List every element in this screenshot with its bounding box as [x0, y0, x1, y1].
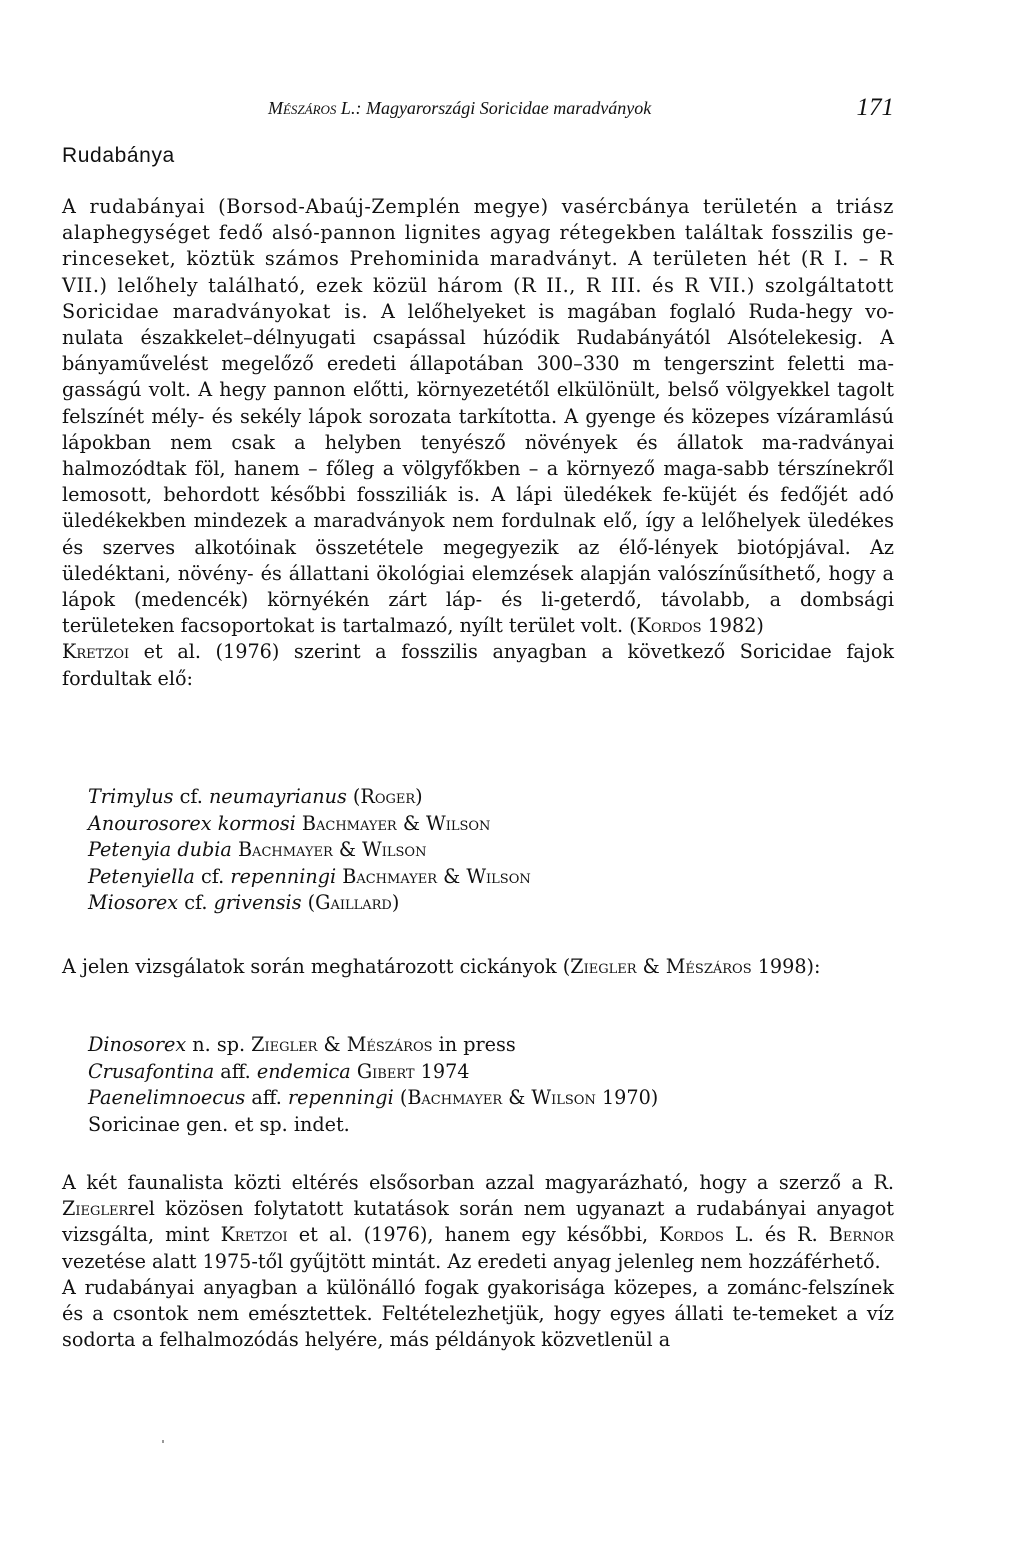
paragraph-3-year: 1998): [751, 955, 821, 978]
genus: Petenyia [88, 838, 172, 861]
paragraph-2-author: Kretzoi [62, 640, 130, 664]
paragraph-1-text-b: A lelőhelyeket is magában foglaló Ruda-hegy vo-nulata északkelet–délnyugati csapással húzódik Rudabányától Alsótelekesig. A bányaművelést megelőző eredeti állapotában 300–330 m tengerszint feletti ma-gasságú volt. A hegy pannon előtti, környezetétől elkülönült, belső völgyekkel tagolt felszínét mély- és sekély lápok sorozata tarkította. A gyenge és közepes vízáramlású lápokban nem csak a helyben tenyésző növények és állatok ma-radványai halmozódtak föl, hanem – főleg a völgyfőkben – a környező maga-sabb térszínekről lemosott, behordott későbbi fossziliák is. A lápi üledékek fe-küjét és fedőjét adó üledékekben mindezek a maradványok nem fordulnak elő, így a lelőhelyek üledékes és szerves alkotóinak összetétele megegyezik az élő-lények biotópjával. Az üledéktani, növény- és állattani ökológiai elemzések alapján valószínűsíthető, hogy a lápok (medencék) környékén zárt láp- és li-geterdő, távolabb, a dombsági területeken facsoportokat is tartalmazó, nyílt terület volt. ( [62, 299, 894, 638]
authority: (Roger) [346, 785, 423, 808]
list-item [88, 1032, 888, 1059]
species: dubia [177, 838, 232, 861]
species: endemica [256, 1059, 351, 1083]
genus: Trimylus [88, 785, 174, 808]
name-bernor: Bernor [828, 1223, 894, 1247]
list-item [88, 890, 888, 917]
paragraph-1 [62, 194, 894, 639]
genus: Dinosorex [88, 1033, 187, 1056]
species: repenningi [287, 1086, 394, 1109]
species-list-kretzoi [88, 784, 888, 917]
species-list-current [88, 1032, 888, 1138]
paragraph-4-text-1: A két faunalista közti eltérés elsősorban azzal magyarázható, hogy a szerző a R. [62, 1171, 894, 1194]
qualifier: aff. [214, 1059, 257, 1083]
species: neumayrianus [208, 785, 347, 808]
paragraph-4-text-4: L. és R. [723, 1223, 829, 1247]
paragraph-5 [62, 1275, 894, 1354]
authority: (Gaillard) [301, 891, 400, 914]
paragraph-4-text-3: et al. (1976), hanem egy későbbi, [287, 1223, 660, 1247]
paragraph-3 [62, 954, 894, 980]
body-text-upper [62, 194, 894, 692]
authority: Bachmayer & Wilson [295, 811, 491, 835]
genus: Crusafontina [88, 1059, 215, 1083]
header-title: Magyarországi Soricidae maradványok [365, 98, 652, 118]
species: repenningi [230, 864, 337, 888]
list-item [88, 811, 888, 838]
name-ziegler: Ziegler [62, 1197, 129, 1221]
genus: Miosorex [88, 891, 179, 914]
plain-entry: Soricinae gen. et sp. indet. [88, 1112, 350, 1136]
paragraph-3-text: A jelen vizsgálatok során meghatározott cickányok ( [62, 955, 571, 978]
body-text-middle [62, 954, 894, 980]
section-heading: Rudabánya [62, 144, 175, 167]
paragraph-2 [62, 639, 894, 691]
authority: Ziegler & Mészáros [251, 1033, 433, 1056]
paragraph-5-text: A rudabányai anyagban a különálló fogak gyakorisága közepes, a zománc-felszínek és a csontok nem emésztettek. Feltételezhetjük, hogy egyes állati te-temeket a víz sodorta a felhalmozódás helyére, más példányok közvetlenül a [62, 1275, 894, 1352]
list-item [88, 864, 888, 891]
list-item [88, 1112, 888, 1139]
authority: (Bachmayer & Wilson [393, 1086, 596, 1109]
list-item [88, 837, 888, 864]
authority: Bachmayer & Wilson [336, 864, 531, 888]
page-number: 171 [856, 94, 894, 121]
paragraph-4 [62, 1170, 894, 1275]
species: grivensis [213, 891, 302, 914]
name-kretzoi: Kretzoi [220, 1223, 288, 1247]
paragraph-4-text-5: vezetése alatt 1975-től gyűjtött mintát. Az eredeti anyag jelenleg nem hozzáférhető. [62, 1249, 881, 1273]
scan-speck [162, 1440, 164, 1443]
header-author: Mészáros L.: [268, 98, 362, 118]
genus: Anourosorex [88, 811, 212, 835]
year: 1974 [414, 1059, 470, 1083]
paragraph-4-text-2: rel közösen folytatott kutatások során nem ugyanazt a rudabányai anyagot vizsgálta, mint [62, 1197, 894, 1247]
paragraph-2-text: et al. (1976) szerint a fosszilis anyagban a következő Soricidae fajok fordultak elő: [62, 640, 894, 690]
qualifier: aff. [245, 1086, 288, 1109]
qualifier: cf. [194, 864, 231, 888]
qualifier: cf. [178, 891, 214, 914]
citation-year: 1982) [701, 614, 764, 638]
year: 1970) [595, 1086, 659, 1109]
note: in press [432, 1033, 516, 1056]
qualifier: cf. [173, 785, 209, 808]
authority: Bachmayer & Wilson [231, 838, 427, 861]
body-text-lower [62, 1170, 894, 1353]
name-kordos: Kordos [659, 1223, 724, 1247]
authority: Gibert [350, 1059, 415, 1083]
running-header [268, 94, 894, 121]
list-item [88, 1059, 888, 1086]
citation-author: Kordos [636, 614, 702, 638]
species: kormosi [217, 811, 296, 835]
list-item [88, 1085, 888, 1112]
paragraph-1-text-a: A rudabányai (Borsod-Abaúj-Zemplén megye) vasércbánya területén a triász alaphegységet fedő alsó-pannon lignites agyag rétegekben találtak fosszilis ge-rinceseket, köztük számos Prehominida maradványt. A területen hét (R I. – R VII.) lelőhely található, ezek közül három (R II., R III. és R VII.) szolgáltatott Soricidae maradványokat is. [62, 195, 894, 323]
genus: Petenyiella [88, 864, 195, 888]
genus: Paenelimnoecus [88, 1086, 246, 1109]
list-item [88, 784, 888, 811]
qualifier: n. sp. [186, 1033, 252, 1056]
paragraph-3-authors: Ziegler & Mészáros [570, 955, 752, 978]
